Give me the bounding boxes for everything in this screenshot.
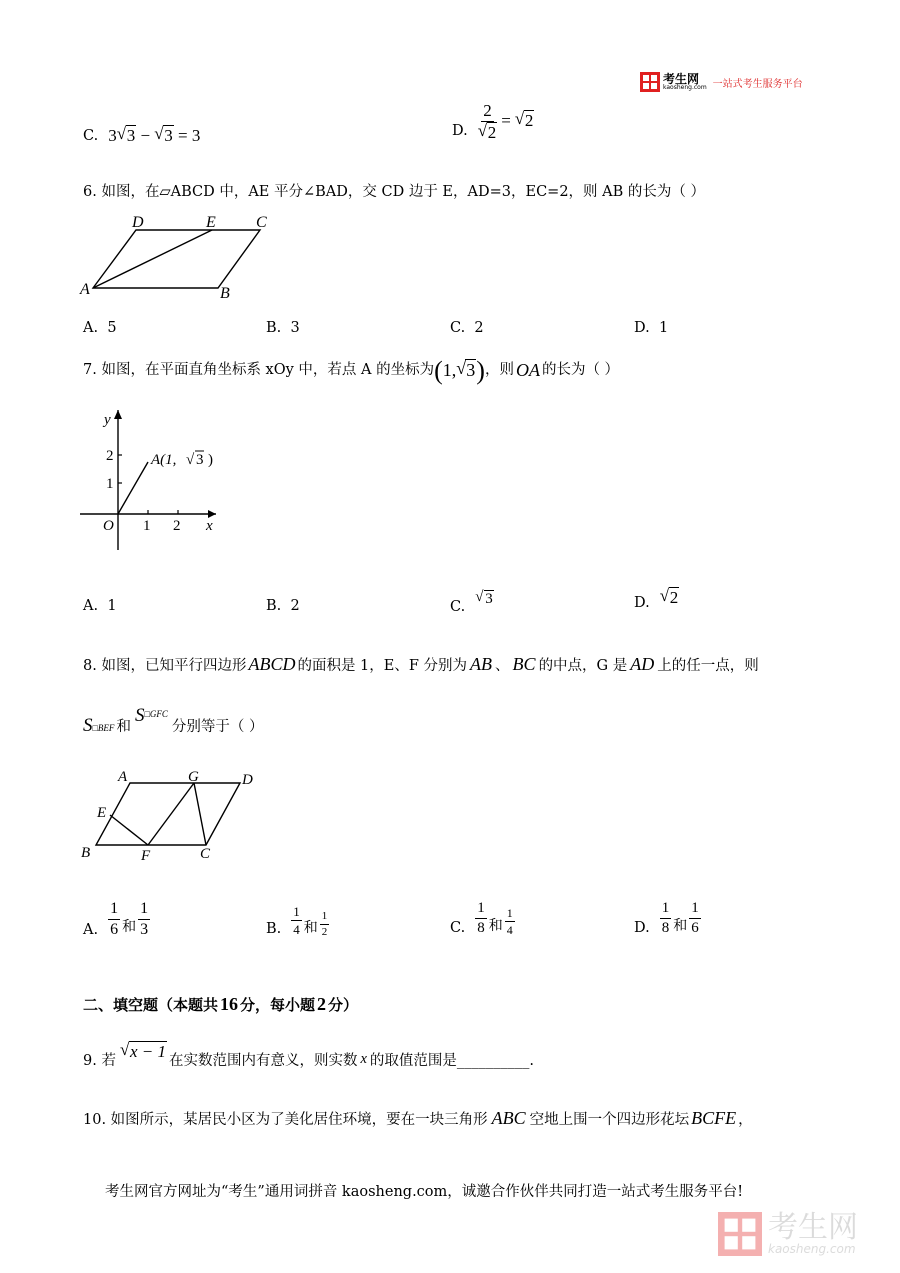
parallelogram-abcd: ABCD: [248, 654, 296, 674]
watermark: [718, 1212, 858, 1256]
option-label: D.: [634, 920, 650, 936]
watermark-text: 考生网: [768, 1210, 858, 1245]
fraction: $\frac{1}{3}$: [140, 900, 149, 939]
q6-option-a: [83, 320, 117, 337]
q7-coordinate-figure: [76, 404, 236, 554]
q5-option-c: [83, 126, 200, 146]
point-a-sqrt-sign: √: [186, 452, 195, 468]
q5-c-expression: [108, 126, 200, 146]
option-label: C.: [450, 320, 466, 336]
quadrilateral-bcfe: BCFE: [691, 1108, 737, 1128]
point-a-coordinate: ( 1, √ 3 ): [434, 355, 485, 386]
logo-sub: kaosheng.com: [663, 84, 707, 91]
segment-bc: BC: [512, 654, 536, 674]
q6-option-b: [266, 320, 300, 337]
q8-option-d: [634, 900, 701, 937]
label-E: E: [97, 805, 107, 821]
q8-stem-line2: [83, 705, 264, 738]
minus: −: [140, 126, 151, 145]
area-symbol: S: [134, 705, 145, 726]
sqrt: √ 2: [478, 124, 498, 141]
stem-text: ，则: [484, 361, 514, 378]
header-logo: [640, 72, 803, 92]
option-value: $\frac{1}{6}$ 和 $\frac{1}{3}$: [110, 900, 149, 939]
option-value: $\frac{1}{8}$ 和 $\frac{1}{6}$: [661, 900, 699, 937]
variable-x: x: [360, 1051, 367, 1067]
option-label: A.: [83, 320, 99, 336]
fraction: 2 √ 2: [478, 102, 498, 141]
label-C: C: [200, 846, 211, 862]
q10-stem: [83, 1108, 753, 1130]
label-G: G: [188, 769, 199, 785]
fraction: $\frac{1}{6}$: [110, 900, 119, 939]
tick-x-1: 1: [143, 518, 151, 534]
option-label: A.: [83, 598, 99, 614]
stem-text: 的取值范围是: [369, 1053, 457, 1069]
sqrt: √ 3: [475, 590, 494, 608]
segment-ab: AB: [470, 654, 493, 674]
option-label: D.: [634, 320, 650, 336]
label-B: B: [220, 285, 230, 302]
area-subscript: □BEF: [92, 723, 115, 733]
stem-text: 8. 如图，已知平行四边形: [83, 658, 247, 674]
stem-text: 和: [116, 719, 131, 735]
coef: 3: [108, 126, 117, 145]
stem-text: 10. 如图所示，某居民小区为了美化居住环境，要在一块三角形: [83, 1112, 488, 1128]
label-A: A: [118, 769, 128, 785]
option-label: C.: [450, 920, 466, 936]
q7-option-b: [266, 598, 300, 615]
watermark-logo-icon: [718, 1212, 762, 1256]
option-value: 1: [658, 320, 669, 336]
q8-option-c: [450, 900, 515, 937]
q7-option-a: [83, 598, 117, 615]
point-a-close: ): [208, 452, 213, 468]
sqrt: √ 3: [154, 126, 174, 146]
axis-x-label: x: [206, 518, 213, 534]
answer-blank[interactable]: __________: [456, 1053, 530, 1069]
axis-y-label: y: [104, 412, 111, 428]
q6-stem: 6. 如图，在▱ABCD 中，AE 平分∠BAD，交 CD 边于 E，AD=3，EC=2，则 AB 的长为（ ）: [83, 184, 705, 200]
fraction: $\frac{1}{8}$: [477, 900, 485, 937]
label-D: D: [242, 772, 253, 788]
stem-text: ，: [738, 1112, 753, 1128]
label-D: D: [132, 214, 144, 231]
q5-d-expression: [478, 102, 535, 141]
stem-text: 上的任一点，则: [657, 658, 759, 674]
option-label: D.: [634, 595, 650, 611]
option-value: 1: [107, 598, 117, 614]
tick-y-1: 1: [106, 476, 114, 492]
label-A: A: [80, 281, 90, 298]
section-points: 16: [220, 994, 239, 1014]
fraction: $\frac{1}{8}$: [661, 900, 670, 937]
stem-text: 9. 若: [83, 1053, 116, 1069]
equals: =: [501, 111, 511, 131]
watermark-sub: kaosheng.com: [768, 1242, 856, 1256]
stem-text: 分别等于（ ）: [171, 719, 264, 735]
option-value: 2: [474, 320, 484, 336]
sqrt: √ 2: [515, 111, 535, 131]
q8-option-b: [266, 903, 329, 938]
fraction: $\frac{1}{4}$: [506, 906, 513, 938]
q7-stem: [83, 355, 619, 386]
label-E: E: [206, 214, 216, 231]
q7-option-d: [634, 588, 679, 612]
option-label: C.: [450, 598, 466, 615]
separator: 、: [495, 658, 510, 674]
kaosheng-logo-icon: [640, 72, 660, 92]
equals: = 3: [178, 126, 201, 145]
q6-parallelogram-figure: [78, 210, 278, 305]
fraction: $\frac{1}{4}$: [293, 904, 300, 938]
segment-ad: AD: [630, 654, 655, 674]
q7-option-c: [450, 590, 494, 616]
q6-option-d: [634, 320, 668, 337]
q8-parallelogram-figure: [78, 765, 268, 870]
header-slogan: 一站式考生服务平台: [712, 78, 803, 90]
stem-text: 7. 如图，在平面直角坐标系 xOy 中，若点 A 的坐标为: [83, 361, 435, 378]
q8-stem: [83, 654, 759, 676]
area-symbol: S: [83, 715, 93, 736]
point-a-label: A(1,: [151, 452, 177, 468]
tick-x-2: 2: [173, 518, 181, 534]
q6-option-c: [450, 320, 484, 337]
stem-text: 的中点，G 是: [538, 658, 628, 674]
q5-option-d: [452, 102, 534, 141]
stem-text: 空地上围一个四边形花坛: [529, 1112, 690, 1128]
triangle-abc: ABC: [491, 1108, 526, 1128]
section-each-points: 2: [317, 994, 327, 1014]
option-label: B.: [266, 921, 282, 937]
option-value: $\frac{1}{8}$ 和 $\frac{1}{4}$: [477, 900, 513, 938]
fraction: $\frac{1}{6}$: [691, 900, 699, 937]
sqrt: √ 3: [117, 126, 137, 146]
fraction: $\frac{1}{2}$: [321, 910, 328, 939]
stem-text: 在实数范围内有意义，则实数: [168, 1053, 358, 1069]
footer-text: 考生网官方网址为“考生”通用词拼音 kaosheng.com，诚邀合作伙伴共同打造一站式考生服务平台!: [105, 1184, 744, 1200]
stem-text: 的面积是 1，E、F 分别为: [297, 658, 468, 674]
option-label: B.: [266, 598, 282, 614]
option-label: B.: [266, 320, 282, 336]
option-value: $\frac{1}{4}$ 和 $\frac{1}{2}$: [293, 904, 328, 939]
label-F: F: [141, 848, 151, 864]
tick-y-2: 2: [106, 448, 114, 464]
origin-label: O: [103, 518, 114, 534]
option-label: A.: [83, 922, 99, 938]
option-label: D.: [452, 122, 468, 139]
segment-oa: OA: [515, 359, 540, 380]
section-title-fill-in: 二、填空题（本题共 16 分，每小题 2 分）: [83, 994, 359, 1014]
option-value: 2: [290, 598, 300, 614]
sqrt-x-minus-1: √ x − 1: [120, 1042, 167, 1062]
label-C: C: [256, 214, 267, 231]
option-value: 3: [290, 320, 300, 336]
stem-text: 的长为（ ）: [541, 361, 620, 378]
option-value: 5: [107, 320, 117, 336]
sqrt: √ 3: [456, 360, 476, 382]
sqrt: √ 2: [660, 588, 680, 608]
point-a-radicand: 3: [196, 452, 204, 468]
q8-option-a: [83, 900, 150, 939]
q9-stem: 9. 若 √ x − 1 在实数范围内有意义，则实数 x 的取值范围是 __________ .: [83, 1042, 534, 1072]
label-B: B: [81, 845, 91, 861]
logo-text: 考生网: [663, 72, 700, 86]
area-subscript: □GFC: [144, 709, 168, 719]
option-label: C.: [83, 127, 99, 144]
